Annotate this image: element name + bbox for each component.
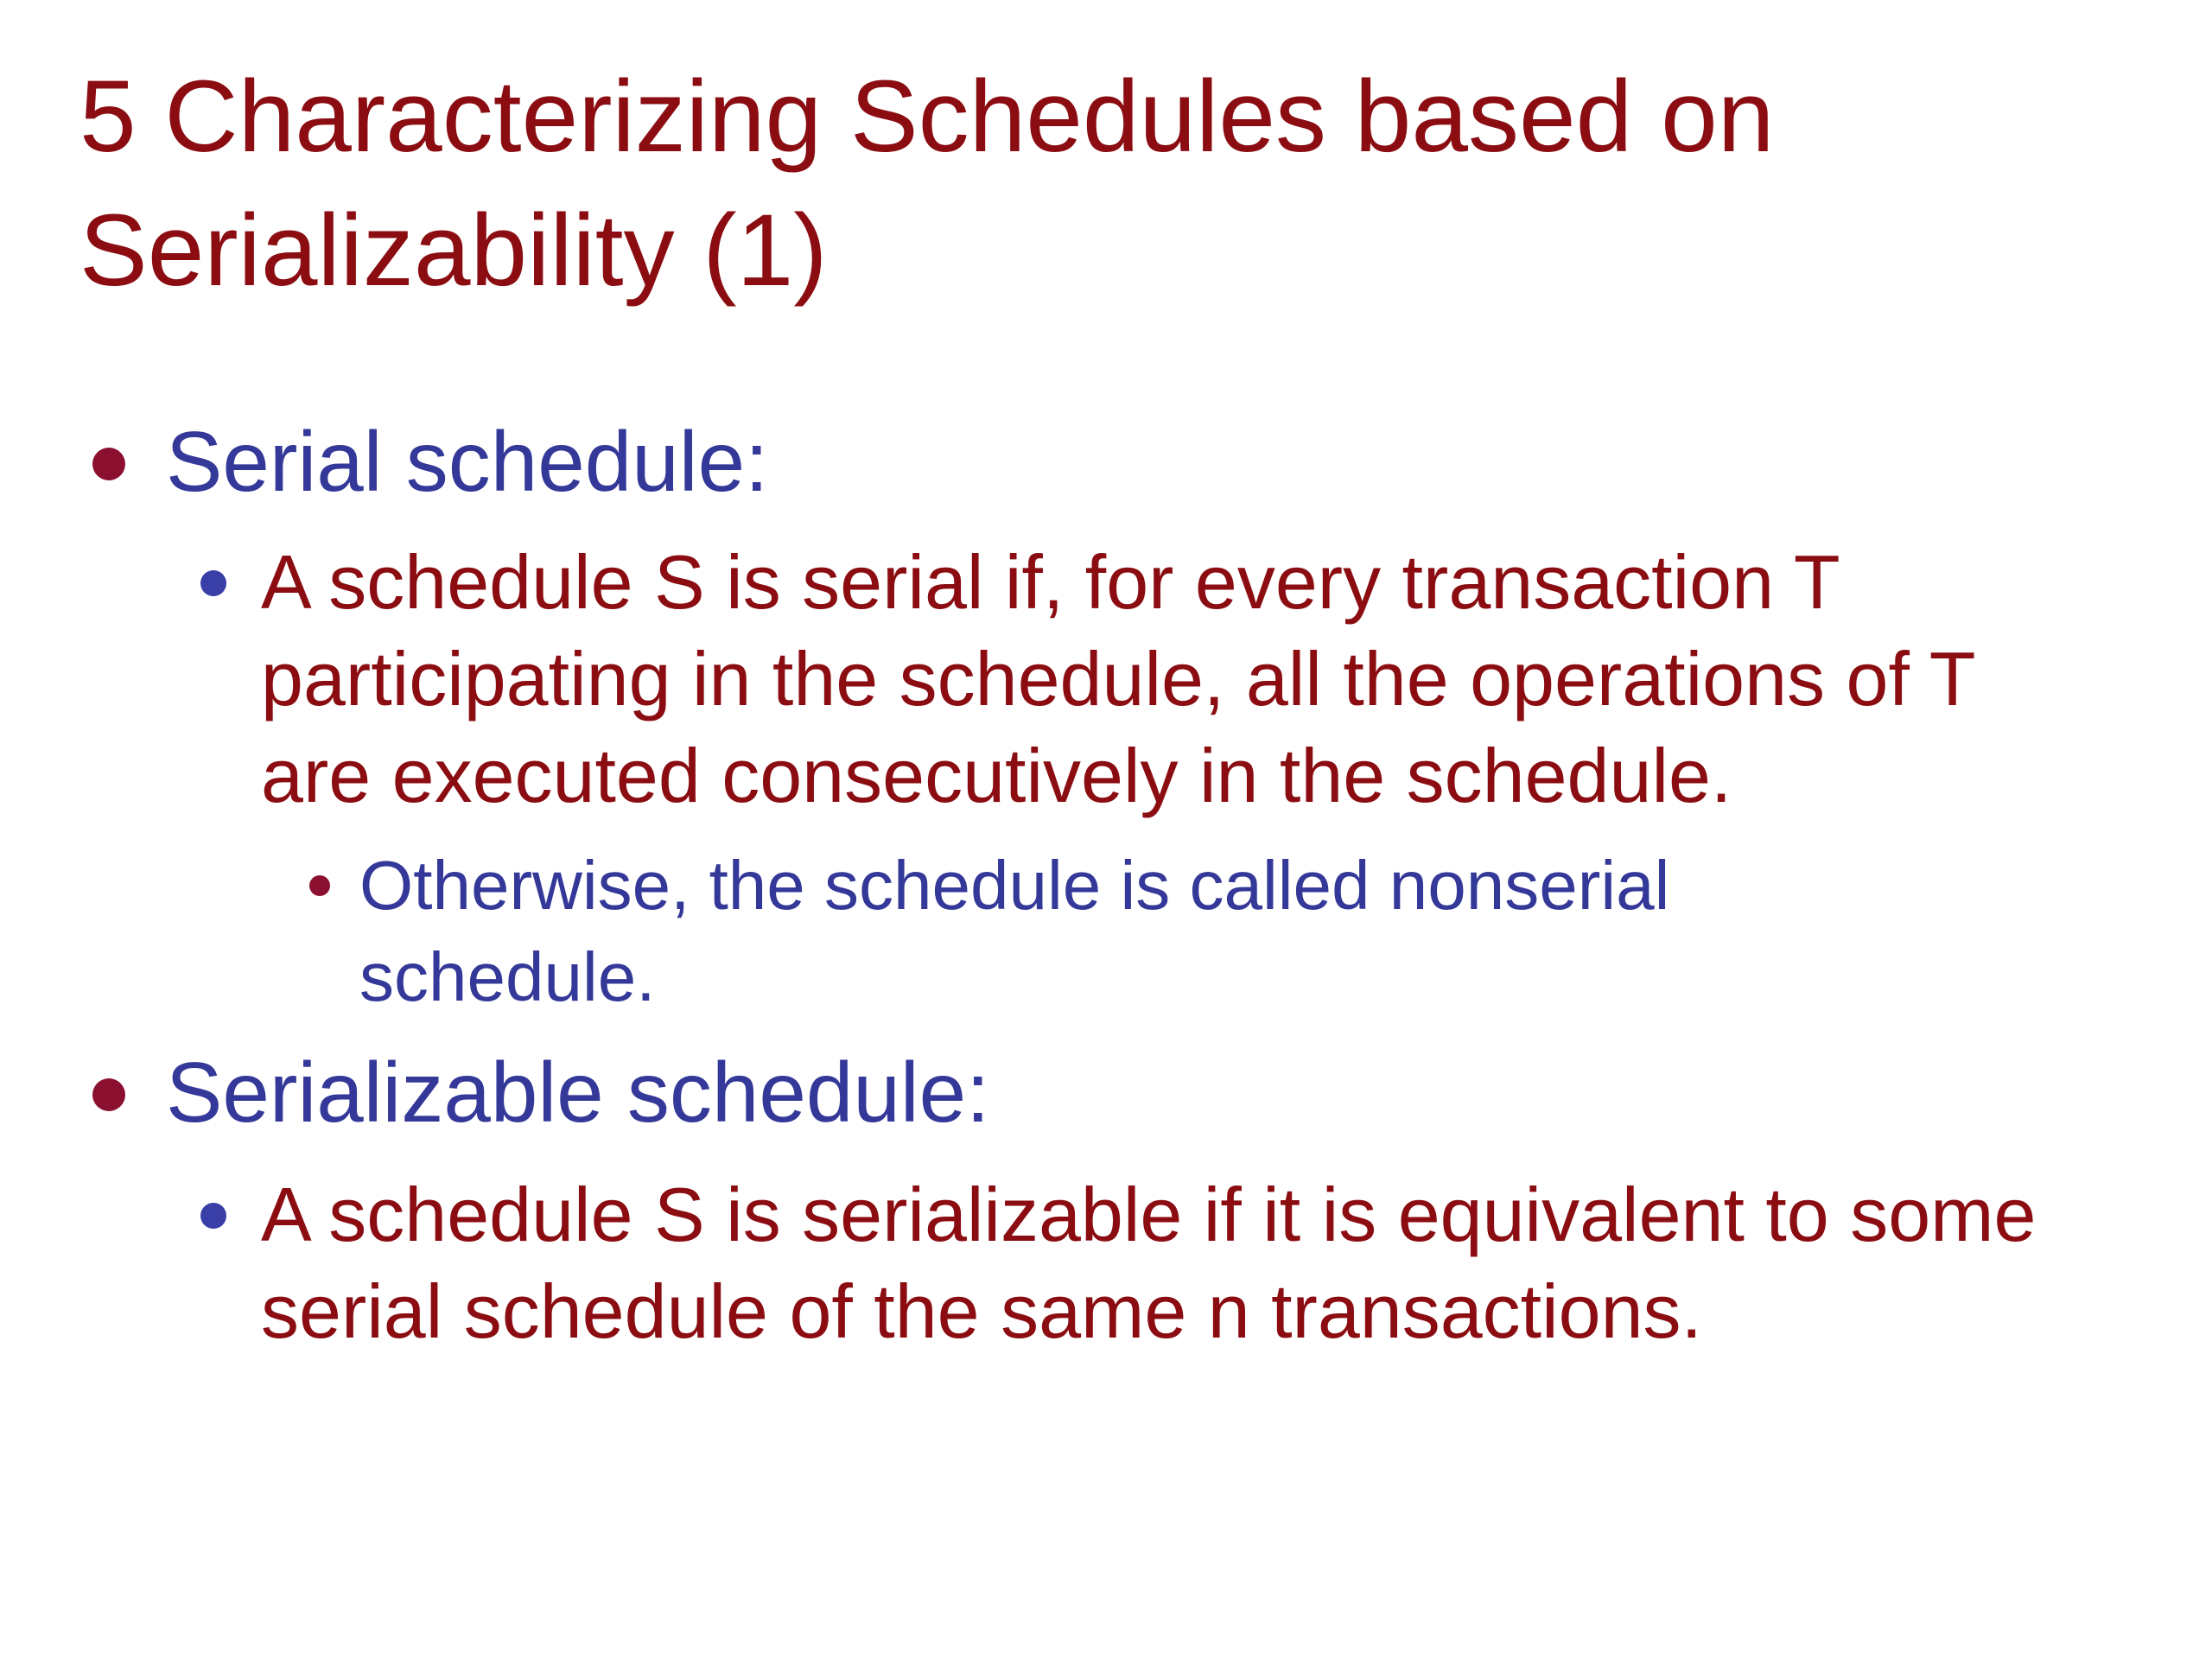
bullet-dot-icon bbox=[200, 570, 226, 596]
bullet-serial-schedule bbox=[166, 413, 768, 510]
bullet-nonserial-note bbox=[359, 840, 1872, 1023]
bullet-text: Otherwise, the schedule is called nonserial schedule. bbox=[359, 847, 1670, 1015]
bullet-text: Serializable schedule: bbox=[166, 1045, 990, 1140]
bullet-dot-icon bbox=[92, 1078, 125, 1111]
bullet-serial-definition bbox=[261, 534, 2093, 824]
bullet-text: A schedule S is serial if, for every transaction T participating in the schedule, all the operations of T are executed consecutively in the schedule. bbox=[261, 539, 1974, 818]
bullet-dot-icon bbox=[309, 875, 330, 896]
bullet-text: Serial schedule: bbox=[166, 414, 769, 509]
slide-title: 5 Characterizing Schedules based on Serializability (1) bbox=[79, 60, 1775, 308]
bullet-text: A schedule S is serializable if it is equivalent to some serial schedule of the same n transactions. bbox=[261, 1172, 2037, 1354]
bullet-dot-icon bbox=[200, 1203, 226, 1229]
bullet-serializable-schedule bbox=[166, 1044, 989, 1141]
bullet-serializable-definition bbox=[261, 1166, 2093, 1360]
bullet-dot-icon bbox=[92, 448, 125, 480]
